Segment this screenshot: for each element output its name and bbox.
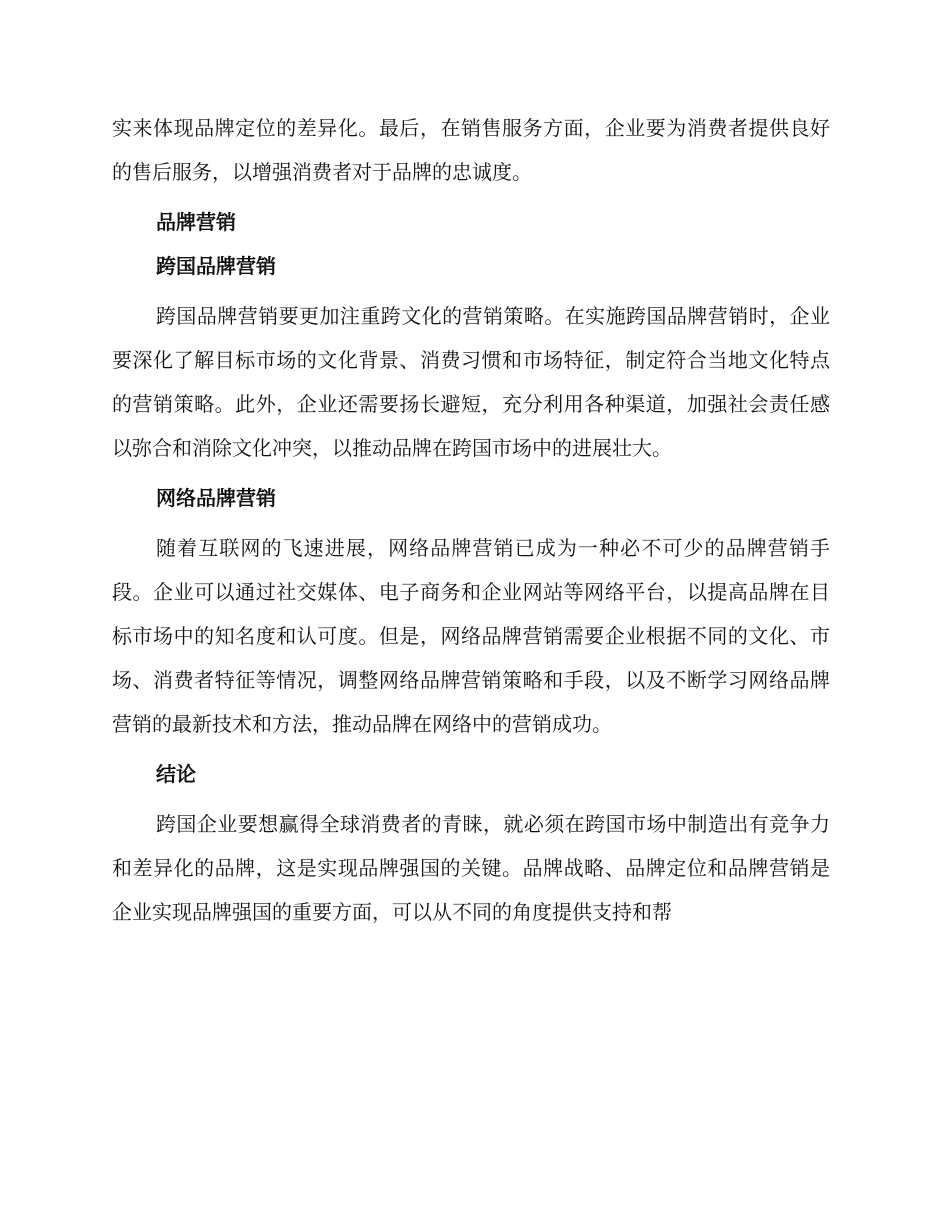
document-page (112, 106, 830, 934)
conclusion-heading: 结论 (156, 762, 196, 786)
subsection-heading-cross-border: 跨国品牌营销 (156, 254, 276, 278)
subsection-heading-online: 网络品牌营销 (156, 486, 276, 510)
cross-border-paragraph: 跨国品牌营销要更加注重跨文化的营销策略。在实施跨国品牌营销时，企业要深化了解目标市场的文化背景、消费习惯和市场特征，制定符合当地文化特点的营销策略。此外，企业还需要扬长避短，充分利用各种渠道，加强社会责任感以弥合和消除文化冲突，以推动品牌在跨国市场中的进展壮大。 (112, 304, 830, 460)
intro-paragraph: 实来体现品牌定位的差异化。最后，在销售服务方面，企业要为消费者提供良好的售后服务，以增强消费者对于品牌的忠诚度。 (112, 116, 830, 184)
online-marketing-paragraph: 随着互联网的飞速进展，网络品牌营销已成为一种必不可少的品牌营销手段。企业可以通过社交媒体、电子商务和企业网站等网络平台，以提高品牌在目标市场中的知名度和认可度。但是，网络品牌营销需要企业根据不同的文化、市场、消费者特征等情况，调整网络品牌营销策略和手段，以及不断学习网络品牌营销的最新技术和方法，推动品牌在网络中的营销成功。 (112, 536, 830, 736)
conclusion-paragraph: 跨国企业要想赢得全球消费者的青睐，就必须在跨国市场中制造出有竞争力和差异化的品牌，这是实现品牌强国的关键。品牌战略、品牌定位和品牌营销是企业实现品牌强国的重要方面，可以从不同的角度提供支持和帮 (112, 812, 830, 924)
section-heading-brand-marketing: 品牌营销 (156, 210, 236, 234)
